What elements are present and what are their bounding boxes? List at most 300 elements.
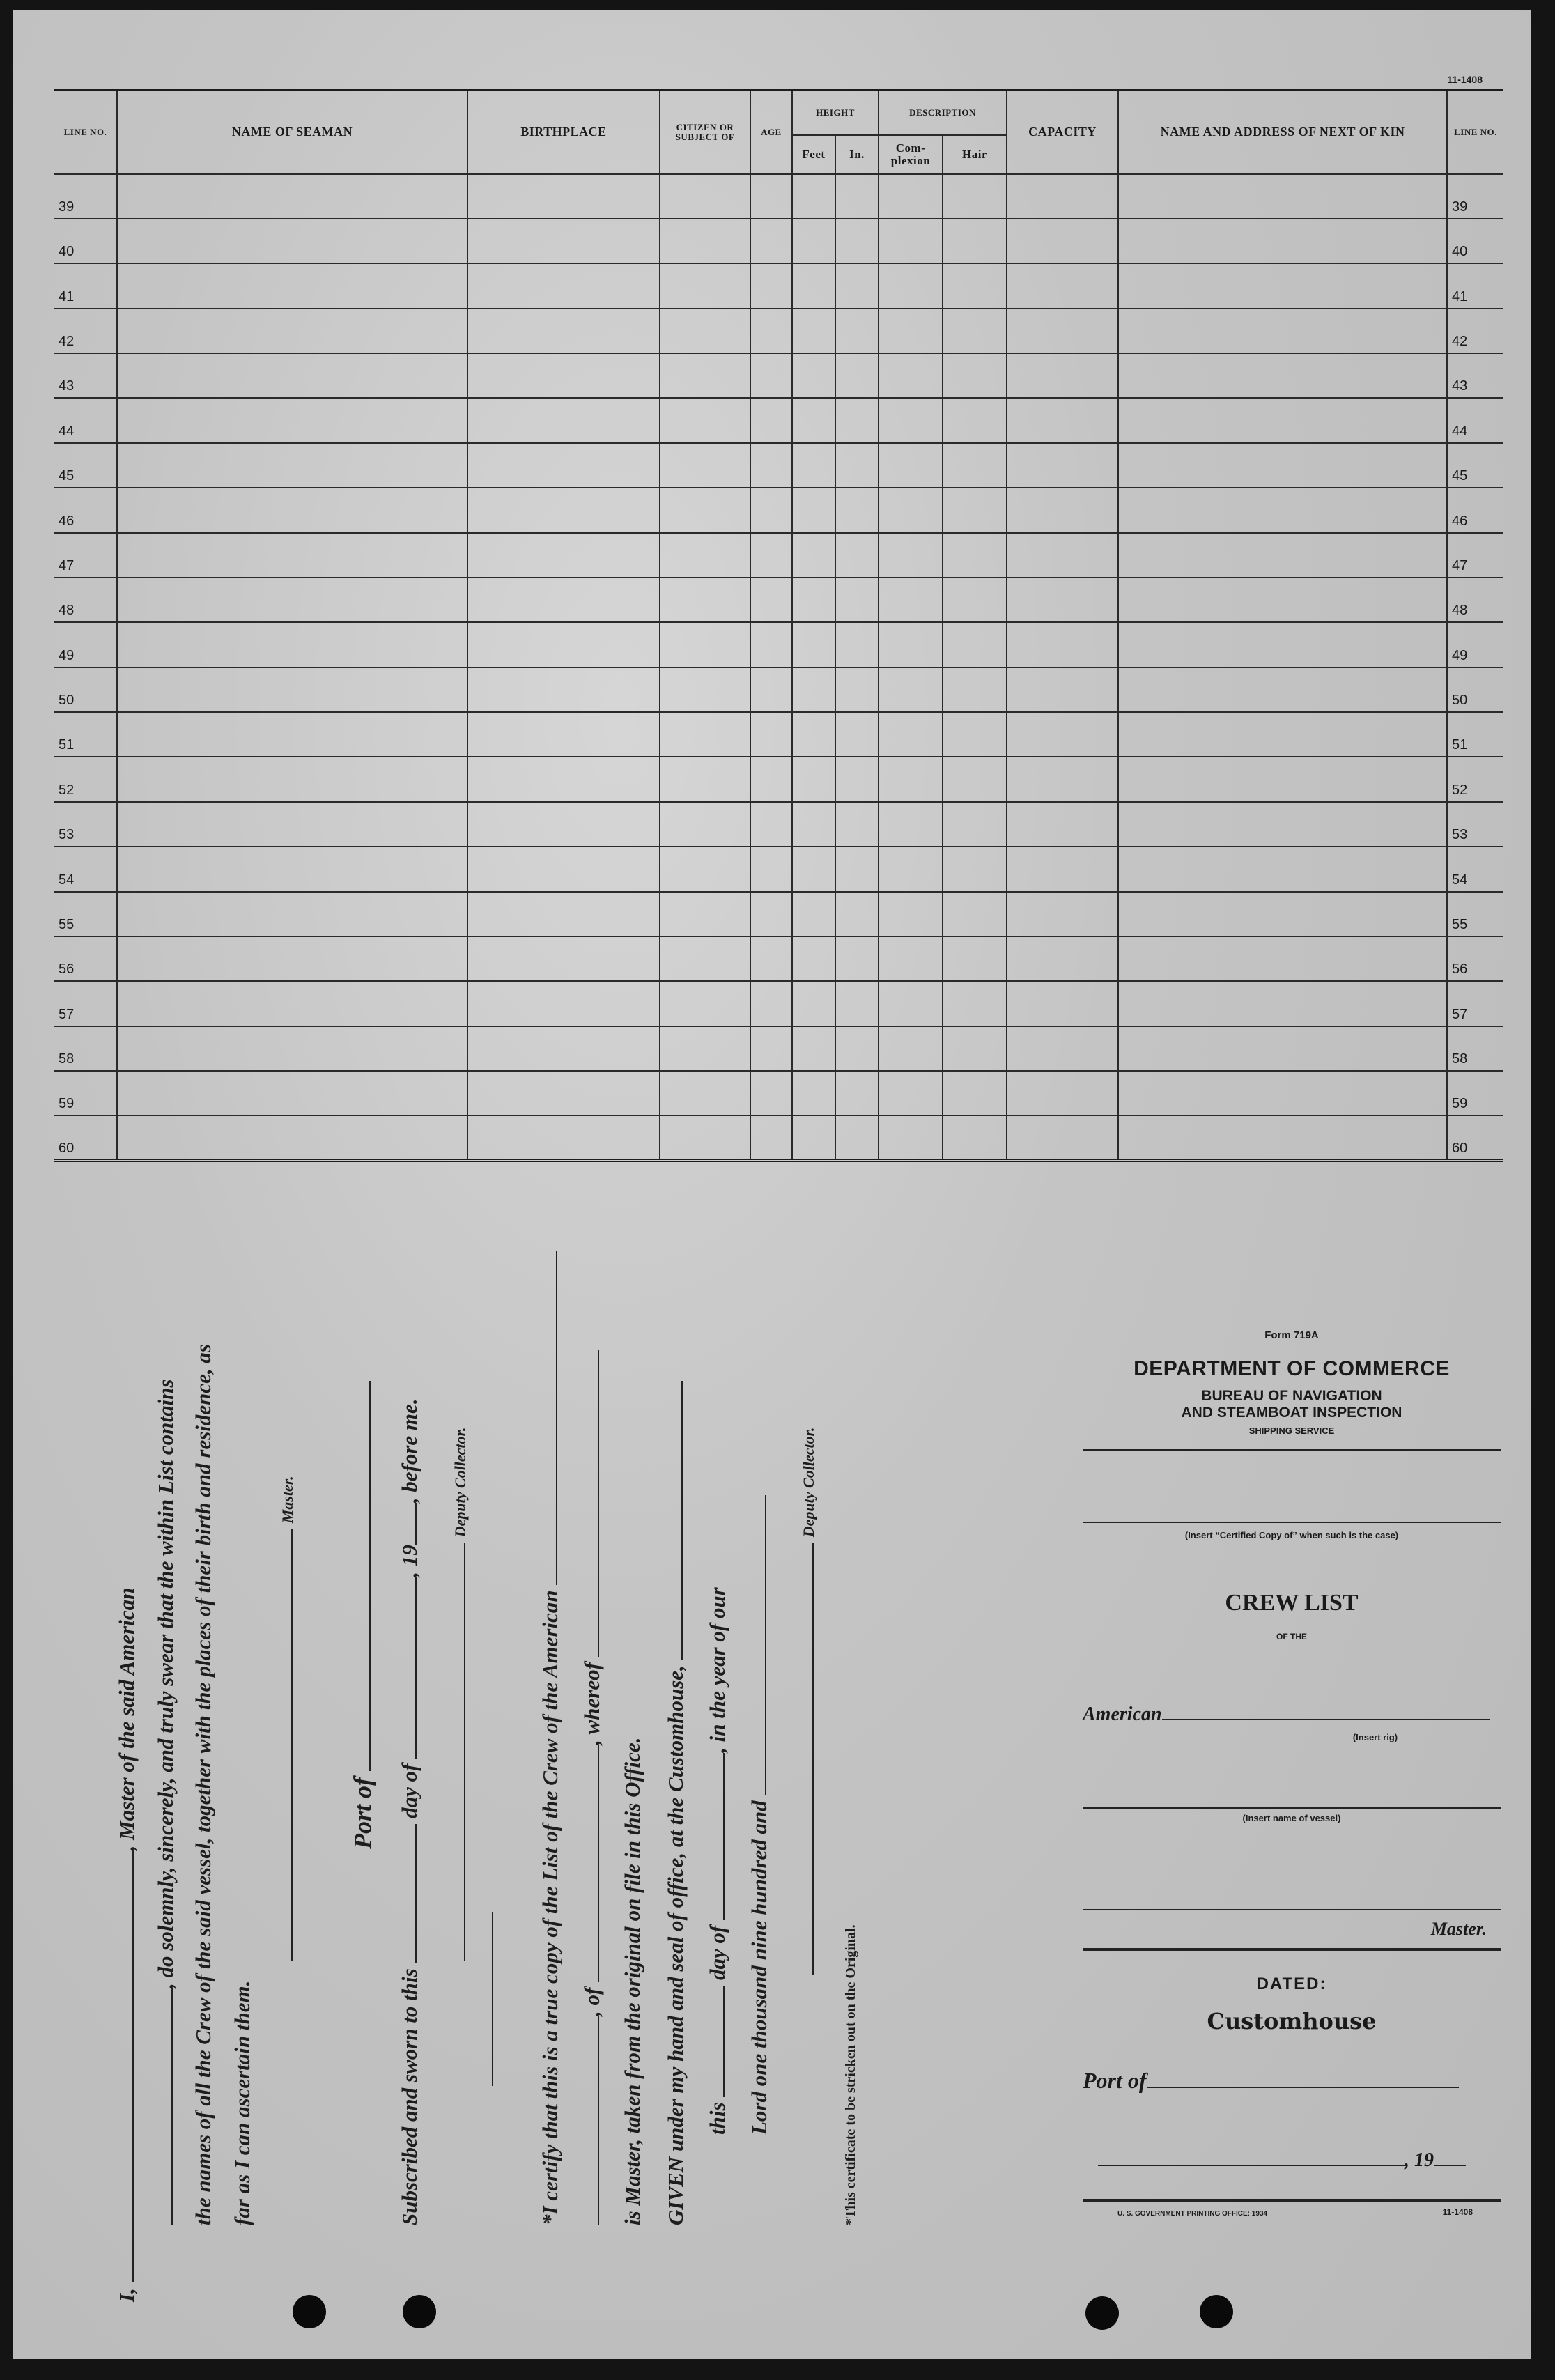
line-number: 57 xyxy=(54,981,117,1026)
table-cell[interactable] xyxy=(835,353,879,398)
table-cell[interactable] xyxy=(792,174,835,219)
table-cell[interactable] xyxy=(660,1071,750,1115)
col-line-no: LINE NO. xyxy=(54,91,117,174)
table-cell[interactable] xyxy=(660,622,750,667)
line-number: 49 xyxy=(54,622,117,667)
customhouse-label: Customhouse xyxy=(1207,2008,1377,2034)
table-cell[interactable] xyxy=(660,892,750,936)
table-cell[interactable] xyxy=(660,802,750,847)
col-name-of-seaman: NAME OF SEAMAN xyxy=(117,91,467,174)
table-cell[interactable] xyxy=(1007,533,1118,578)
table-cell[interactable] xyxy=(1007,892,1118,936)
table-cell[interactable] xyxy=(792,1115,835,1161)
table-cell[interactable] xyxy=(879,533,943,578)
table-cell[interactable] xyxy=(835,533,879,578)
table-cell[interactable] xyxy=(879,263,943,308)
lord-line: Lord one thousand nine hundred and xyxy=(745,1495,772,2135)
table-cell[interactable] xyxy=(1007,398,1118,442)
table-cell[interactable] xyxy=(943,981,1007,1026)
table-cell[interactable] xyxy=(750,1026,792,1071)
table-cell[interactable] xyxy=(467,263,660,308)
table-cell[interactable] xyxy=(117,892,467,936)
col-capacity: CAPACITY xyxy=(1007,91,1118,174)
table-cell[interactable] xyxy=(1118,398,1447,442)
table-cell[interactable] xyxy=(879,1115,943,1161)
subscribed-line: Subscribed and sworn to this day of , 19, before me. xyxy=(396,1398,421,2225)
of-the-label: OF THE xyxy=(1276,1632,1307,1641)
table-row xyxy=(54,533,1503,578)
table-cell[interactable] xyxy=(835,892,879,936)
col-description: DESCRIPTION xyxy=(879,91,1007,135)
table-cell[interactable] xyxy=(117,1026,467,1071)
certify-line: *I certify that this is a true copy of the List of the Crew of the American xyxy=(536,1251,563,2225)
table-cell[interactable] xyxy=(750,309,792,353)
table-cell[interactable] xyxy=(750,667,792,712)
table-cell[interactable] xyxy=(1007,263,1118,308)
table-cell[interactable] xyxy=(750,263,792,308)
table-cell[interactable] xyxy=(117,712,467,757)
table-cell[interactable] xyxy=(467,398,660,442)
table-row xyxy=(54,1071,1503,1115)
table-cell[interactable] xyxy=(467,936,660,981)
table-cell[interactable] xyxy=(1007,488,1118,532)
this-day-line: this day of , in the year of our xyxy=(704,1587,729,2135)
table-cell[interactable] xyxy=(835,802,879,847)
table-cell[interactable] xyxy=(1118,936,1447,981)
table-cell[interactable] xyxy=(467,667,660,712)
table-cell[interactable] xyxy=(1007,309,1118,353)
table-cell[interactable] xyxy=(1007,936,1118,981)
table-cell[interactable] xyxy=(792,219,835,263)
table-cell[interactable] xyxy=(1118,219,1447,263)
table-cell[interactable] xyxy=(943,578,1007,622)
table-cell[interactable] xyxy=(660,1115,750,1161)
table-cell[interactable] xyxy=(943,353,1007,398)
table-cell[interactable] xyxy=(943,667,1007,712)
table-cell[interactable] xyxy=(1007,1026,1118,1071)
table-cell[interactable] xyxy=(1118,1026,1447,1071)
table-cell[interactable] xyxy=(792,892,835,936)
table-cell[interactable] xyxy=(1118,981,1447,1026)
table-cell[interactable] xyxy=(879,1071,943,1115)
table-row xyxy=(54,981,1503,1026)
table-cell[interactable] xyxy=(467,578,660,622)
table-cell[interactable] xyxy=(1118,757,1447,801)
table-row xyxy=(54,712,1503,757)
gpo-imprint: U. S. GOVERNMENT PRINTING OFFICE: 1934 xyxy=(1117,2210,1268,2218)
table-cell[interactable] xyxy=(792,443,835,488)
table-cell[interactable] xyxy=(943,219,1007,263)
table-cell[interactable] xyxy=(660,981,750,1026)
vessel-name-line xyxy=(1083,1807,1501,1809)
table-cell[interactable] xyxy=(660,353,750,398)
table-cell[interactable] xyxy=(879,802,943,847)
table-cell[interactable] xyxy=(1007,847,1118,891)
table-cell[interactable] xyxy=(835,712,879,757)
deputy-collector-2: Deputy Collector. xyxy=(793,1428,819,1975)
table-cell[interactable] xyxy=(835,398,879,442)
table-cell[interactable] xyxy=(467,309,660,353)
table-cell[interactable] xyxy=(835,488,879,532)
table-cell[interactable] xyxy=(1007,443,1118,488)
table-cell[interactable] xyxy=(660,488,750,532)
table-cell[interactable] xyxy=(943,174,1007,219)
table-cell[interactable] xyxy=(117,263,467,308)
table-cell[interactable] xyxy=(792,667,835,712)
line-number-right: 54 xyxy=(1447,847,1503,891)
line-number: 42 xyxy=(54,309,117,353)
table-cell[interactable] xyxy=(750,488,792,532)
line-number: 55 xyxy=(54,892,117,936)
table-cell[interactable] xyxy=(792,936,835,981)
table-cell[interactable] xyxy=(943,533,1007,578)
line-number-right: 52 xyxy=(1447,757,1503,801)
table-cell[interactable] xyxy=(792,263,835,308)
table-cell[interactable] xyxy=(1007,622,1118,667)
table-cell[interactable] xyxy=(750,533,792,578)
port-of-field: Port of xyxy=(1083,2066,1459,2094)
table-cell[interactable] xyxy=(750,1071,792,1115)
table-cell[interactable] xyxy=(943,936,1007,981)
table-cell[interactable] xyxy=(835,622,879,667)
table-cell[interactable] xyxy=(943,263,1007,308)
table-cell[interactable] xyxy=(792,622,835,667)
table-cell[interactable] xyxy=(660,667,750,712)
table-cell[interactable] xyxy=(117,533,467,578)
table-cell[interactable] xyxy=(1007,757,1118,801)
table-cell[interactable] xyxy=(660,309,750,353)
table-cell[interactable] xyxy=(117,802,467,847)
table-cell[interactable] xyxy=(943,1071,1007,1115)
table-cell[interactable] xyxy=(943,622,1007,667)
table-cell[interactable] xyxy=(879,353,943,398)
table-cell[interactable] xyxy=(792,578,835,622)
table-cell[interactable] xyxy=(792,353,835,398)
table-cell[interactable] xyxy=(750,1115,792,1161)
table-cell[interactable] xyxy=(660,936,750,981)
table-cell[interactable] xyxy=(750,892,792,936)
table-cell[interactable] xyxy=(835,1115,879,1161)
table-cell[interactable] xyxy=(1118,1115,1447,1161)
table-cell[interactable] xyxy=(879,667,943,712)
table-cell[interactable] xyxy=(835,219,879,263)
table-cell[interactable] xyxy=(467,1026,660,1071)
table-cell[interactable] xyxy=(835,1026,879,1071)
table-cell[interactable] xyxy=(467,488,660,532)
table-row xyxy=(54,622,1503,667)
crew-list-form-page xyxy=(13,10,1531,2359)
table-cell[interactable] xyxy=(660,757,750,801)
table-cell[interactable] xyxy=(1118,353,1447,398)
table-cell[interactable] xyxy=(1118,712,1447,757)
table-row xyxy=(54,802,1503,847)
line-number: 56 xyxy=(54,936,117,981)
table-row xyxy=(54,219,1503,263)
table-cell[interactable] xyxy=(792,712,835,757)
table-cell[interactable] xyxy=(467,443,660,488)
line-number: 45 xyxy=(54,443,117,488)
table-cell[interactable] xyxy=(1118,847,1447,891)
table-cell[interactable] xyxy=(750,847,792,891)
table-cell[interactable] xyxy=(467,981,660,1026)
table-cell[interactable] xyxy=(835,667,879,712)
line-number-right: 59 xyxy=(1447,1071,1503,1115)
table-cell[interactable] xyxy=(117,443,467,488)
col-age: AGE xyxy=(750,91,792,174)
table-cell[interactable] xyxy=(467,847,660,891)
table-cell[interactable] xyxy=(117,757,467,801)
table-cell[interactable] xyxy=(879,757,943,801)
line-number-right: 55 xyxy=(1447,892,1503,936)
table-row xyxy=(54,309,1503,353)
table-cell[interactable] xyxy=(792,533,835,578)
table-row xyxy=(54,667,1503,712)
form-code-top: 11-1408 xyxy=(1447,74,1483,85)
punch-hole xyxy=(1085,2296,1119,2330)
deputy-collector-1: Deputy Collector. xyxy=(444,1428,471,1961)
table-cell[interactable] xyxy=(1118,309,1447,353)
affidavit-line-4: far as I can ascertain them. xyxy=(230,1980,254,2225)
table-cell[interactable] xyxy=(879,936,943,981)
table-row xyxy=(54,443,1503,488)
table-cell[interactable] xyxy=(1118,488,1447,532)
table-cell[interactable] xyxy=(879,712,943,757)
table-cell[interactable] xyxy=(943,847,1007,891)
table-cell[interactable] xyxy=(750,936,792,981)
is-master-line: is Master, taken from the original on file in this Office. xyxy=(620,1737,644,2225)
table-cell[interactable] xyxy=(117,1115,467,1161)
table-cell[interactable] xyxy=(879,622,943,667)
table-cell[interactable] xyxy=(792,847,835,891)
table-cell[interactable] xyxy=(117,219,467,263)
table-cell[interactable] xyxy=(943,802,1007,847)
line-number: 51 xyxy=(54,712,117,757)
table-cell[interactable] xyxy=(750,578,792,622)
line-number-right: 47 xyxy=(1447,533,1503,578)
table-cell[interactable] xyxy=(660,533,750,578)
table-cell[interactable] xyxy=(879,174,943,219)
table-cell[interactable] xyxy=(117,578,467,622)
table-cell[interactable] xyxy=(750,757,792,801)
table-cell[interactable] xyxy=(117,309,467,353)
master-of-american: , Master of the said American xyxy=(114,1587,139,1851)
insert-certified-note: (Insert “Certified Copy of” when such is the case) xyxy=(1184,1530,1399,1540)
table-cell[interactable] xyxy=(1118,892,1447,936)
table-cell[interactable] xyxy=(943,712,1007,757)
table-cell[interactable] xyxy=(467,1115,660,1161)
table-cell[interactable] xyxy=(879,1026,943,1071)
table-cell[interactable] xyxy=(792,802,835,847)
line-number-right: 39 xyxy=(1447,174,1503,219)
table-cell[interactable] xyxy=(117,936,467,981)
affidavit-rotated xyxy=(68,1208,1058,2323)
table-cell[interactable] xyxy=(1118,174,1447,219)
table-cell[interactable] xyxy=(879,443,943,488)
table-cell[interactable] xyxy=(879,892,943,936)
table-cell[interactable] xyxy=(117,488,467,532)
col-feet: Feet xyxy=(792,135,835,174)
table-cell[interactable] xyxy=(835,757,879,801)
rule xyxy=(1083,1449,1501,1451)
table-cell[interactable] xyxy=(835,847,879,891)
table-cell[interactable] xyxy=(1118,533,1447,578)
table-cell[interactable] xyxy=(467,622,660,667)
table-cell[interactable] xyxy=(1007,1115,1118,1161)
table-cell[interactable] xyxy=(792,488,835,532)
cover-panel xyxy=(1083,1320,1501,2232)
table-cell[interactable] xyxy=(467,174,660,219)
table-cell[interactable] xyxy=(750,712,792,757)
table-cell[interactable] xyxy=(943,488,1007,532)
table-cell[interactable] xyxy=(117,622,467,667)
line-number: 47 xyxy=(54,533,117,578)
form-code-bottom: 11-1408 xyxy=(1442,2207,1473,2217)
table-cell[interactable] xyxy=(943,443,1007,488)
table-cell[interactable] xyxy=(879,219,943,263)
table-cell[interactable] xyxy=(943,757,1007,801)
table-cell[interactable] xyxy=(467,1071,660,1115)
line-number-right: 42 xyxy=(1447,309,1503,353)
table-cell[interactable] xyxy=(660,219,750,263)
line-number-right: 45 xyxy=(1447,443,1503,488)
line-number-right: 58 xyxy=(1447,1026,1503,1071)
table-cell[interactable] xyxy=(117,1071,467,1115)
line-number-right: 44 xyxy=(1447,398,1503,442)
table-cell[interactable] xyxy=(467,353,660,398)
table-cell[interactable] xyxy=(835,936,879,981)
table-cell[interactable] xyxy=(660,847,750,891)
table-cell[interactable] xyxy=(750,353,792,398)
table-cell[interactable] xyxy=(117,981,467,1026)
table-cell[interactable] xyxy=(750,219,792,263)
table-cell[interactable] xyxy=(792,757,835,801)
table-cell[interactable] xyxy=(879,847,943,891)
table-cell[interactable] xyxy=(879,309,943,353)
table-cell[interactable] xyxy=(792,1026,835,1071)
table-cell[interactable] xyxy=(835,443,879,488)
table-cell[interactable] xyxy=(660,263,750,308)
rule xyxy=(1083,1522,1501,1523)
table-cell[interactable] xyxy=(1007,802,1118,847)
table-cell[interactable] xyxy=(750,981,792,1026)
table-cell[interactable] xyxy=(467,802,660,847)
table-cell[interactable] xyxy=(660,578,750,622)
table-cell[interactable] xyxy=(750,622,792,667)
table-cell[interactable] xyxy=(660,443,750,488)
table-cell[interactable] xyxy=(835,1071,879,1115)
line-number-right: 60 xyxy=(1447,1115,1503,1161)
table-row xyxy=(54,263,1503,308)
col-height: HEIGHT xyxy=(792,91,879,135)
table-cell[interactable] xyxy=(835,263,879,308)
col-line-no-right: LINE NO. xyxy=(1447,91,1503,174)
table-cell[interactable] xyxy=(835,174,879,219)
table-cell[interactable] xyxy=(943,892,1007,936)
punch-hole xyxy=(403,2295,436,2328)
table-cell[interactable] xyxy=(835,981,879,1026)
table-cell[interactable] xyxy=(1007,219,1118,263)
table-cell[interactable] xyxy=(117,398,467,442)
table-cell[interactable] xyxy=(1118,667,1447,712)
table-cell[interactable] xyxy=(660,712,750,757)
line-number: 53 xyxy=(54,802,117,847)
table-cell[interactable] xyxy=(750,443,792,488)
table-cell[interactable] xyxy=(1007,174,1118,219)
table-cell[interactable] xyxy=(660,398,750,442)
master-label: Master. xyxy=(1430,1919,1487,1939)
table-cell[interactable] xyxy=(792,398,835,442)
table-cell[interactable] xyxy=(1007,1071,1118,1115)
dated-label: DATED: xyxy=(1256,1975,1327,1993)
table-cell[interactable] xyxy=(1118,1071,1447,1115)
table-cell[interactable] xyxy=(117,174,467,219)
line-number: 52 xyxy=(54,757,117,801)
date-field: , 19 xyxy=(1098,2147,1466,2172)
table-cell[interactable] xyxy=(879,981,943,1026)
table-cell[interactable] xyxy=(835,309,879,353)
insert-vessel-name-label: (Insert name of vessel) xyxy=(1242,1813,1341,1823)
table-cell[interactable] xyxy=(117,667,467,712)
table-cell[interactable] xyxy=(467,757,660,801)
table-cell[interactable] xyxy=(1118,578,1447,622)
table-cell[interactable] xyxy=(467,219,660,263)
line-number-right: 51 xyxy=(1447,712,1503,757)
table-row xyxy=(54,1026,1503,1071)
table-cell[interactable] xyxy=(1007,981,1118,1026)
table-cell[interactable] xyxy=(750,398,792,442)
line-number: 54 xyxy=(54,847,117,891)
table-cell[interactable] xyxy=(943,309,1007,353)
table-cell[interactable] xyxy=(943,398,1007,442)
table-cell[interactable] xyxy=(1007,712,1118,757)
table-cell[interactable] xyxy=(117,353,467,398)
table-cell[interactable] xyxy=(1007,353,1118,398)
table-cell[interactable] xyxy=(467,712,660,757)
table-cell[interactable] xyxy=(1007,667,1118,712)
table-cell[interactable] xyxy=(792,309,835,353)
table-cell[interactable] xyxy=(879,398,943,442)
line-number-right: 41 xyxy=(1447,263,1503,308)
table-cell[interactable] xyxy=(792,1071,835,1115)
table-cell[interactable] xyxy=(750,174,792,219)
line-number: 50 xyxy=(54,667,117,712)
department-title: DEPARTMENT OF COMMERCE xyxy=(1134,1357,1450,1380)
rule xyxy=(1083,1948,1501,1951)
crew-table-body xyxy=(54,174,1503,1161)
col-complexion: Com- plexion xyxy=(879,135,943,174)
punch-hole xyxy=(1200,2295,1233,2328)
table-cell[interactable] xyxy=(943,1026,1007,1071)
table-cell[interactable] xyxy=(879,488,943,532)
table-cell[interactable] xyxy=(1007,578,1118,622)
table-cell[interactable] xyxy=(660,174,750,219)
table-cell[interactable] xyxy=(467,892,660,936)
table-cell[interactable] xyxy=(879,578,943,622)
table-cell[interactable] xyxy=(1118,802,1447,847)
table-cell[interactable] xyxy=(1118,443,1447,488)
table-cell[interactable] xyxy=(792,981,835,1026)
table-cell[interactable] xyxy=(1118,622,1447,667)
table-cell[interactable] xyxy=(467,533,660,578)
table-cell[interactable] xyxy=(660,1026,750,1071)
table-cell[interactable] xyxy=(835,578,879,622)
table-cell[interactable] xyxy=(943,1115,1007,1161)
table-cell[interactable] xyxy=(117,847,467,891)
table-row xyxy=(54,578,1503,622)
table-cell[interactable] xyxy=(750,802,792,847)
table-cell[interactable] xyxy=(1118,263,1447,308)
line-number: 44 xyxy=(54,398,117,442)
